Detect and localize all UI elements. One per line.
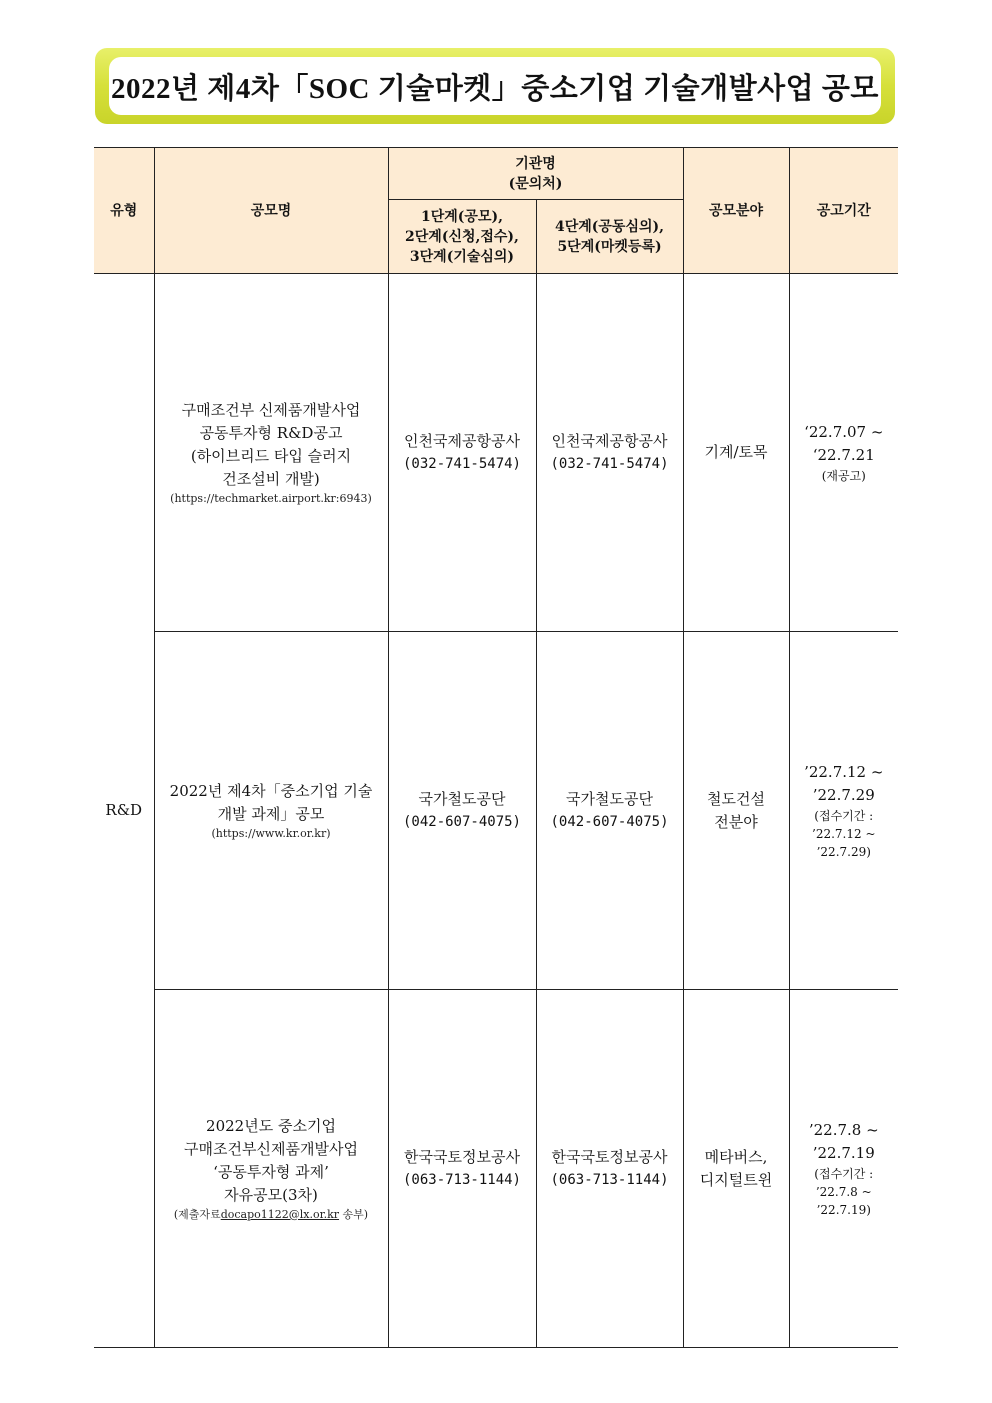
agency-a-name: 한국국토정보공사: [404, 1147, 520, 1166]
submission-note-prefix: (제출자료: [173, 1207, 221, 1221]
agency-b-name: 국가철도공단: [566, 789, 653, 808]
agency-a-cell: [388, 990, 536, 1348]
period-line: ’22.7.12 ~: [804, 762, 884, 781]
field-cell: [683, 274, 789, 632]
period-line: ’22.7.29: [812, 785, 875, 804]
agency-b-cell: [536, 990, 683, 1348]
period-line: ‘22.7.07 ~: [804, 422, 884, 441]
field-cell: [683, 990, 789, 1348]
period-line: ’22.7.19: [812, 1143, 875, 1162]
contest-url: (https://www.kr.or.kr): [211, 826, 331, 840]
period-line: ’22.7.8 ~: [808, 1120, 879, 1139]
contest-name-line: 공동투자형 R&D공고: [199, 423, 343, 442]
field-line: 철도건설: [707, 789, 765, 808]
header-agency: [388, 148, 683, 200]
agency-a-phone: (042-607-4075): [402, 813, 521, 830]
title-inner: [109, 57, 881, 115]
agency-b-phone: (042-607-4075): [550, 813, 669, 830]
period-cell: [789, 274, 898, 632]
agency-b-cell: [536, 632, 683, 990]
title-banner: [95, 48, 895, 124]
contest-name-line: 개발 과제」공모: [217, 804, 325, 823]
period-note: ’22.7.8 ~: [815, 1184, 872, 1199]
header-period: 공고기간: [789, 148, 898, 274]
contest-name-line: 자유공모(3차): [224, 1185, 318, 1204]
agency-b-cell: [536, 274, 683, 632]
header-agency-title: 기관명: [515, 155, 556, 172]
agency-a-phone: (063-713-1144): [402, 1171, 521, 1188]
agency-a-cell: [388, 274, 536, 632]
header-name: 공모명: [154, 148, 388, 274]
header-stage-b-line: 4단계(공동심의),: [555, 218, 665, 235]
period-note: (접수기간 :: [814, 1166, 874, 1181]
header-stage-a-line: 2단계(신청,접수),: [405, 228, 519, 245]
field-line: 메타버스,: [704, 1147, 768, 1166]
agency-b-phone: (032-741-5474): [550, 455, 669, 472]
header-stage-b-line: 5단계(마켓등록): [557, 238, 662, 255]
page-title: 2022년 제4차「SOC 기술마켓」중소기업 기술개발사업 공모: [111, 72, 879, 105]
submission-note: [155, 1207, 388, 1223]
header-field: 공모분야: [683, 148, 789, 274]
agency-a-name: 인천국제공항공사: [404, 431, 520, 450]
header-agency-sub: (문의처): [508, 175, 563, 192]
period-note: ’22.7.19): [816, 1202, 871, 1217]
period-cell: [789, 990, 898, 1348]
table-row: [94, 632, 898, 990]
agency-b-phone: (063-713-1144): [550, 1171, 669, 1188]
contest-name-line: 건조설비 개발): [222, 469, 320, 488]
field-cell: [683, 632, 789, 990]
agency-a-cell: [388, 632, 536, 990]
type-cell: R&D: [94, 274, 154, 1348]
field-line: 전분야: [714, 812, 758, 831]
announcement-table: [94, 147, 898, 1348]
table-row: [94, 274, 898, 632]
header-stage-a-line: 3단계(기술심의): [409, 248, 515, 265]
table-row: [94, 990, 898, 1348]
contest-url: (https://techmarket.airport.kr:6943): [170, 491, 372, 505]
contest-name-line: 구매조건부신제품개발사업: [184, 1139, 358, 1158]
period-cell: [789, 632, 898, 990]
agency-a-phone: (032-741-5474): [402, 455, 521, 472]
period-note: (접수기간 :: [814, 808, 874, 823]
period-note: ’22.7.29): [816, 844, 871, 859]
header-stage-a-line: 1단계(공모),: [421, 208, 503, 225]
contest-name-cell: [154, 990, 388, 1348]
submission-email-link[interactable]: docapo1122@lx.or.kr: [220, 1207, 340, 1221]
period-note: ’22.7.12 ~: [812, 826, 876, 841]
period-line: ‘22.7.21: [812, 445, 875, 464]
period-note: (재공고): [821, 468, 866, 483]
header-type: 유형: [94, 148, 154, 274]
contest-name-line: (하이브리드 타입 슬러지: [190, 446, 352, 465]
header-stage-a: [388, 200, 536, 274]
agency-b-name: 인천국제공항공사: [551, 431, 668, 450]
contest-name-cell: [154, 274, 388, 632]
contest-name-line: 2022년도 중소기업: [206, 1116, 336, 1135]
contest-name-line: 구매조건부 신제품개발사업: [181, 400, 361, 419]
field-line: 기계/토목: [704, 443, 768, 461]
agency-b-name: 한국국토정보공사: [551, 1147, 668, 1166]
contest-name-line: 2022년 제4차「중소기업 기술: [169, 781, 373, 800]
field-line: 디지털트윈: [699, 1170, 773, 1189]
contest-name-cell: [154, 632, 388, 990]
submission-note-suffix: 송부): [339, 1207, 369, 1221]
contest-name-line: ‘공동투자형 과제’: [213, 1162, 329, 1181]
header-stage-b: [536, 200, 683, 274]
agency-a-name: 국가철도공단: [418, 789, 506, 808]
